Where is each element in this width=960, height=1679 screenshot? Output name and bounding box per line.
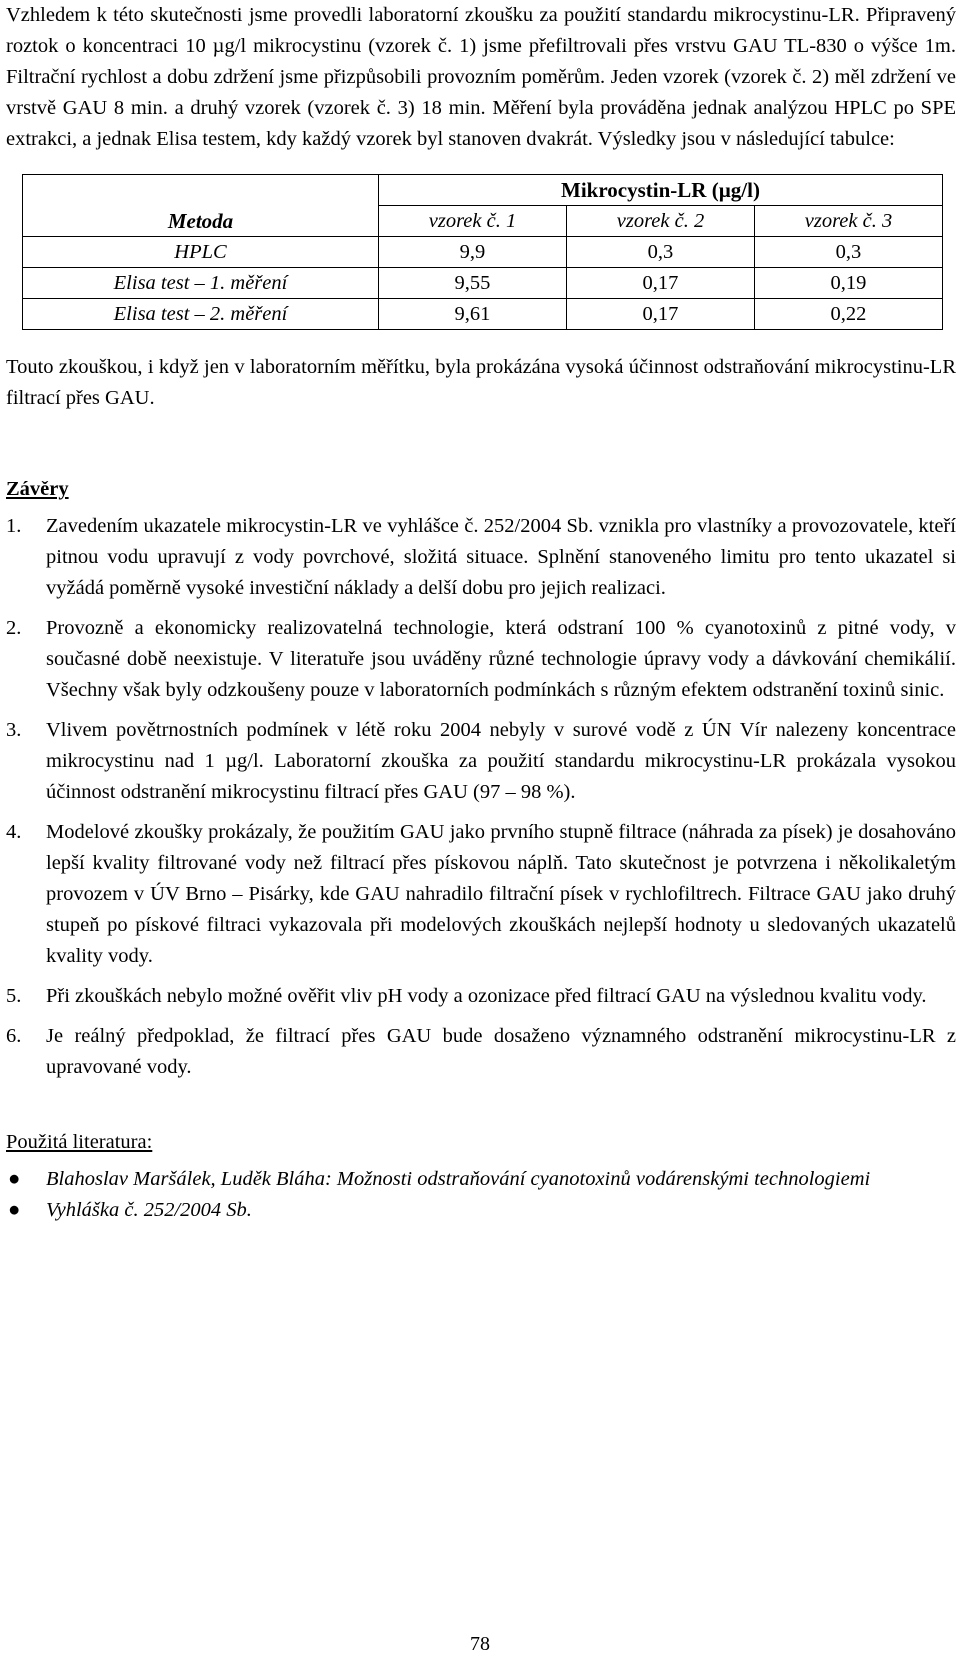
literature-entry: Vyhláška č. 252/2004 Sb.: [46, 1199, 252, 1221]
item-number: 5.: [6, 985, 22, 1007]
list-item: [6, 1164, 956, 1195]
literature-entry: Blahoslav Maršálek, Luděk Bláha: Možnosti odstraňování cyanotoxinů vodárenskými technologiemi: [46, 1168, 871, 1190]
results-table: [22, 174, 943, 330]
value-cell: 0,17: [566, 299, 754, 330]
value-cell: 0,19: [754, 268, 942, 299]
method-header: Metoda: [23, 206, 379, 237]
list-item: [6, 511, 956, 604]
conclusions-title: Závěry: [6, 478, 69, 500]
value-cell: 0,3: [754, 237, 942, 268]
document-page: [6, 0, 956, 1226]
value-cell: 9,55: [378, 268, 566, 299]
table-row: [23, 237, 943, 268]
item-number: 6.: [6, 1025, 22, 1047]
value-cell: 0,17: [566, 268, 754, 299]
column-header: vzorek č. 2: [566, 206, 754, 237]
list-item: [6, 613, 956, 706]
list-item: [6, 1021, 956, 1083]
item-number: 3.: [6, 719, 22, 741]
item-text: Zavedením ukazatele mikrocystin-LR ve vyhlášce č. 252/2004 Sb. vznikla pro vlastníky a provozovatele, kteří pitnou vodu upravují z vody povrchové, složitá situace. Splnění stanoveného limitu pro tento ukazatel si vyžádá poměrně vysoké investiční náklady a delší dobu pro jejich realizaci.: [46, 515, 956, 599]
item-number: 4.: [6, 821, 22, 843]
item-number: 1.: [6, 515, 22, 537]
table-column-row: [23, 206, 943, 237]
column-header: vzorek č. 3: [754, 206, 942, 237]
list-item: [6, 817, 956, 972]
bullet-icon: ●: [8, 1199, 21, 1221]
list-item: [6, 715, 956, 808]
page-number: 78: [470, 1633, 490, 1655]
column-header: vzorek č. 1: [378, 206, 566, 237]
literature-list: [6, 1164, 956, 1226]
value-cell: 9,9: [378, 237, 566, 268]
value-cell: 9,61: [378, 299, 566, 330]
method-cell: HPLC: [23, 237, 379, 268]
conclusions-list: [6, 511, 956, 1083]
table-header-row: [23, 175, 943, 206]
list-item: [6, 1195, 956, 1226]
item-number: 2.: [6, 617, 22, 639]
table-row: [23, 268, 943, 299]
intro-paragraph: Vzhledem k této skutečnosti jsme provedli laboratorní zkoušku za použití standardu mikrocystinu-LR. Připravený roztok o koncentraci 10 µg/l mikrocystinu (vzorek č. 1) jsme přefiltrovali přes vrstvu GAU TL-830 o výšce 1m. Filtrační rychlost a dobu zdržení jsme přizpůsobili provozním poměrům. Jeden vzorek (vzorek č. 2) měl zdržení ve vrstvě GAU 8 min. a druhý vzorek (vzorek č. 3) 18 min. Měření byla prováděna jednak analýzou HPLC po SPE extrakci, a jednak Elisa testem, kdy každý vzorek byl stanoven dvakrát. Výsledky jsou v následující tabulce:: [6, 4, 956, 150]
item-text: Modelové zkoušky prokázaly, že použitím GAU jako prvního stupně filtrace (náhrada za písek) je dosahováno lepší kvality filtrované vody než filtrací přes pískovou náplň. Tato skutečnost je potvrzena i několikaletým provozem v ÚV Brno – Pisárky, kde GAU nahradilo filtrační písek v rychlofiltrech. Filtrace GAU jako druhý stupeň po pískové filtraci vykazovala při modelových zkouškách nejlepší hodnoty u sledovaných ukazatelů kvality vody.: [46, 821, 956, 967]
after-table-paragraph: Touto zkouškou, i když jen v laboratorním měřítku, byla prokázána vysoká účinnost odstraňování mikrocystinu-LR filtrací přes GAU.: [6, 356, 956, 409]
item-text: Při zkouškách nebylo možné ověřit vliv pH vody a ozonizace před filtrací GAU na výslednou kvalitu vody.: [46, 985, 927, 1007]
item-text: Je reálný předpoklad, že filtrací přes GAU bude dosaženo významného odstranění mikrocystinu-LR z upravované vody.: [46, 1025, 956, 1078]
method-cell: Elisa test – 2. měření: [23, 299, 379, 330]
group-header: Mikrocystin-LR (µg/l): [378, 175, 942, 206]
list-item: [6, 981, 956, 1012]
item-text: Provozně a ekonomicky realizovatelná technologie, která odstraní 100 % cyanotoxinů z pitné vody, v současné době neexistuje. V literatuře jsou uváděny různé technologie úpravy vody a dávkování chemikálií. Všechny však byly odzkoušeny pouze v laboratorních podmínkách s různým efektem odstranění toxinů sinic.: [46, 617, 956, 701]
bullet-icon: ●: [8, 1168, 21, 1190]
value-cell: 0,22: [754, 299, 942, 330]
literature-title: Použitá literatura:: [6, 1131, 153, 1153]
method-cell: Elisa test – 1. měření: [23, 268, 379, 299]
table-row: [23, 299, 943, 330]
item-text: Vlivem povětrnostních podmínek v létě roku 2004 nebyly v surové vodě z ÚN Vír nalezeny koncentrace mikrocystinu nad 1 µg/l. Laboratorní zkouška za použití standardu mikrocystinu-LR prokázala vysokou účinnost odstranění mikrocystinu filtrací přes GAU (97 – 98 %).: [46, 719, 956, 803]
value-cell: 0,3: [566, 237, 754, 268]
